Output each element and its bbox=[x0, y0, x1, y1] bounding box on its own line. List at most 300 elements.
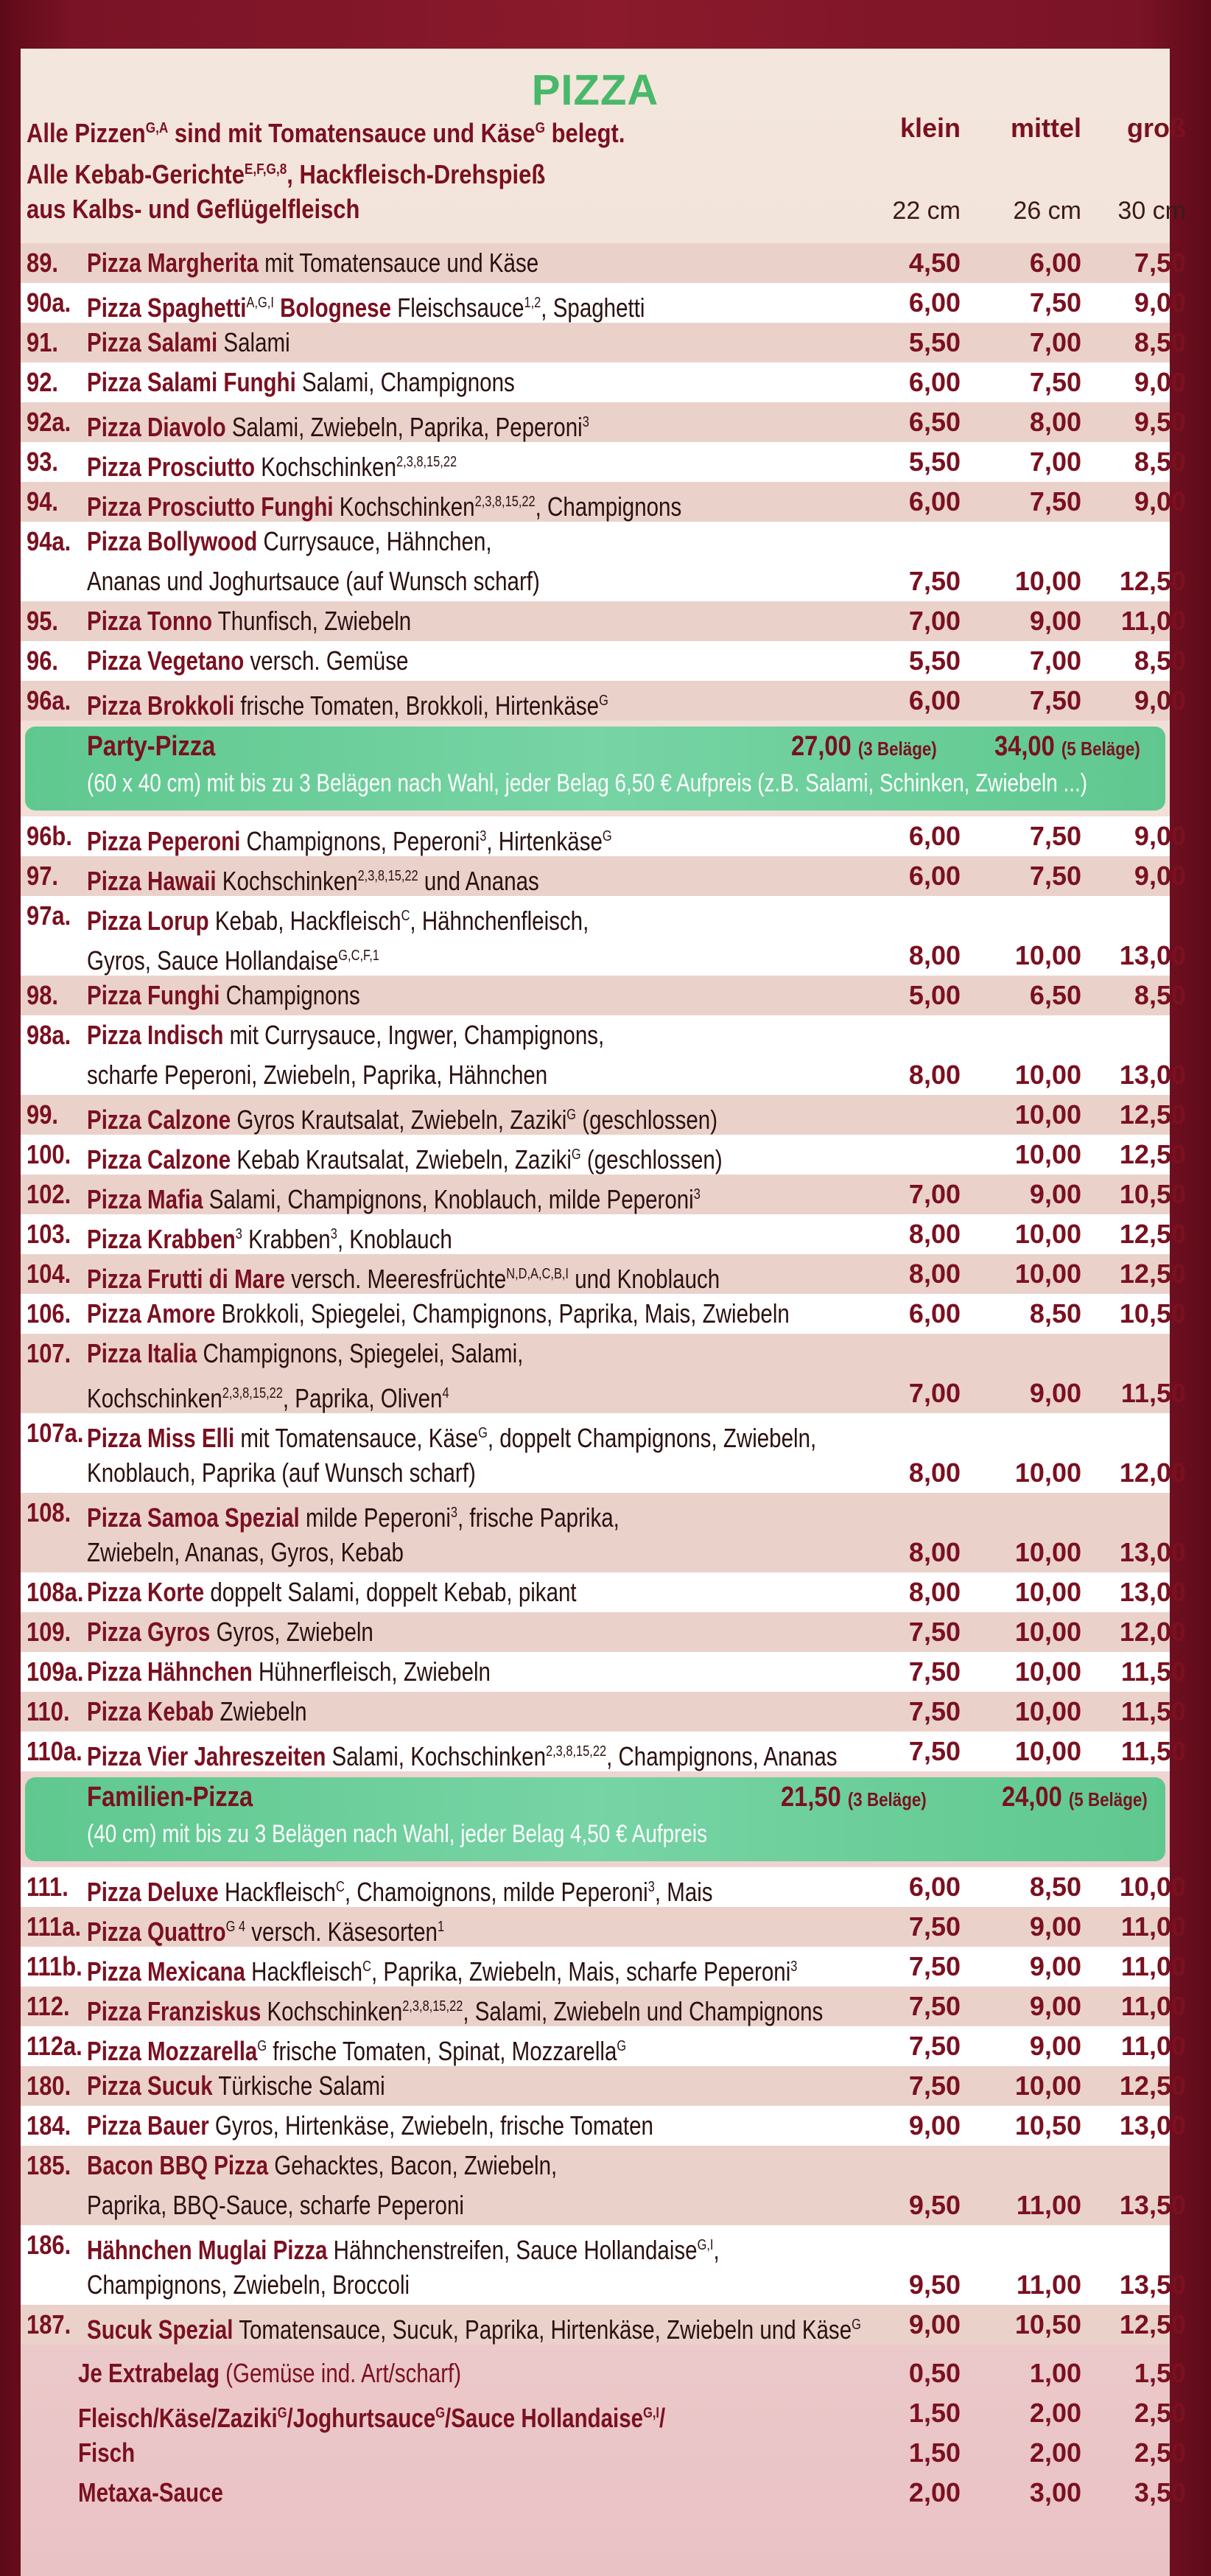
price-mittel: 10,50 bbox=[1014, 2110, 1081, 2141]
price-mittel: 9,00 bbox=[1029, 1911, 1081, 1942]
price-mittel: 2,00 bbox=[1029, 2398, 1081, 2428]
extra-label bbox=[78, 2353, 754, 2393]
item-line-1 bbox=[87, 1867, 763, 1912]
menu-item bbox=[21, 1867, 1186, 1907]
price-mittel: 3,00 bbox=[1029, 2477, 1081, 2507]
price-mittel: 9,00 bbox=[1029, 1991, 1081, 2021]
item-name: Pizza Calzone bbox=[87, 1105, 231, 1135]
price-mittel: 6,50 bbox=[1029, 980, 1081, 1010]
menu-item bbox=[21, 482, 1186, 522]
item-description-line-2: scharfe Peperoni, Zwiebeln, Paprika, Hähnchen bbox=[87, 1060, 548, 1090]
menu-item bbox=[21, 1572, 1186, 1612]
item-description-2: , Paprika, Zwiebeln, Mais, scharfe Peperoni bbox=[371, 1956, 791, 1987]
item-number: 110. bbox=[27, 1696, 70, 1726]
menu-item bbox=[21, 2106, 1186, 2146]
item-description-2: , Champignons bbox=[535, 491, 682, 522]
menu-item bbox=[21, 1294, 1186, 1334]
item-name: Pizza Calzone bbox=[87, 1144, 231, 1175]
price-gross: 11,50 bbox=[1120, 1656, 1186, 1687]
menu-item bbox=[21, 2225, 1186, 2305]
item-name: Pizza Tonno bbox=[87, 606, 213, 636]
item-line-1 bbox=[87, 2305, 861, 2350]
menu-item bbox=[21, 1612, 1186, 1652]
item-line-1 bbox=[87, 1987, 824, 2031]
price-gross: 11,50 bbox=[1120, 1696, 1186, 1726]
item-number: 112a. bbox=[27, 2031, 83, 2061]
item-line-1 bbox=[87, 1334, 763, 1373]
item-number: 186. bbox=[27, 2230, 71, 2260]
menu-item bbox=[21, 1175, 1186, 1214]
item-name: Pizza Vier Jahreszeiten bbox=[87, 1741, 326, 1771]
price-klein: 6,50 bbox=[908, 407, 961, 437]
item-description-2: , doppelt Champignons, Zwiebeln, bbox=[487, 1423, 817, 1453]
item-number: 95. bbox=[27, 606, 59, 636]
menu-item bbox=[21, 1947, 1186, 1987]
price-mittel: 10,00 bbox=[1014, 1617, 1081, 1647]
item-line-1 bbox=[87, 2146, 763, 2185]
menu-item bbox=[21, 896, 1186, 976]
menu-item bbox=[21, 641, 1186, 681]
price-gross: 11,00 bbox=[1120, 606, 1186, 636]
item-number: 96b. bbox=[27, 821, 72, 851]
item-description-3: , Mais bbox=[654, 1877, 713, 1907]
item-line-1 bbox=[87, 641, 763, 681]
item-allergen: G bbox=[478, 1425, 488, 1441]
price-klein: 6,00 bbox=[908, 287, 961, 318]
family-pizza-box bbox=[25, 1777, 1165, 1861]
family-pizza-price-2 bbox=[1002, 1782, 1148, 1813]
price-klein: 6,00 bbox=[908, 1872, 961, 1902]
item-description: Türkische Salami bbox=[218, 2071, 385, 2101]
item-line-1 bbox=[87, 816, 763, 861]
item-number: 110a. bbox=[27, 1736, 83, 1766]
price-klein: 4,50 bbox=[908, 248, 961, 278]
price-gross: 11,00 bbox=[1120, 1951, 1186, 1981]
price-gross: 13,00 bbox=[1119, 1537, 1186, 1567]
extra-topping-row bbox=[21, 2433, 1186, 2473]
item-line-2 bbox=[87, 1453, 763, 1493]
item-line-2 bbox=[87, 1055, 763, 1095]
extra-label bbox=[78, 2393, 754, 2438]
price-klein: 7,50 bbox=[908, 2071, 961, 2101]
price-mittel: 7,00 bbox=[1029, 447, 1081, 477]
party-price-2-note: (5 Beläge) bbox=[1061, 738, 1140, 760]
price-klein: 6,00 bbox=[908, 486, 961, 517]
item-name-allergen: G 4 bbox=[225, 1919, 246, 1935]
item-line-1 bbox=[87, 522, 763, 561]
menu-item bbox=[21, 2146, 1186, 2225]
item-name: Sucuk Spezial bbox=[87, 2314, 234, 2345]
item-description: Hackfleisch bbox=[251, 1956, 363, 1987]
price-klein: 5,50 bbox=[908, 645, 961, 676]
item-description: mit Tomatensauce und Käse bbox=[264, 248, 539, 278]
price-klein: 8,00 bbox=[908, 940, 961, 970]
price-gross: 12,00 bbox=[1119, 1457, 1186, 1488]
item-name: Pizza Brokkoli bbox=[87, 690, 235, 721]
item-allergen: G bbox=[852, 2317, 861, 2333]
price-klein: 2,00 bbox=[908, 2477, 961, 2507]
price-klein: 5,50 bbox=[908, 447, 961, 477]
item-description: versch. Gemüse bbox=[250, 645, 409, 676]
item-allergen: 2,3,8,15,22 bbox=[474, 494, 536, 510]
price-mittel: 10,00 bbox=[1014, 1577, 1081, 1607]
price-gross: 12,50 bbox=[1119, 1219, 1186, 1249]
item-line-1 bbox=[87, 2106, 763, 2146]
header-line-1-sup-b: G bbox=[535, 120, 546, 136]
extra-allergen-3: G,I bbox=[643, 2405, 659, 2421]
item-number: 111b. bbox=[27, 1951, 83, 1981]
header-line-3: aus Kalbs- und Geflügelfleisch bbox=[27, 194, 360, 224]
item-line-2 bbox=[87, 1533, 763, 1572]
item-line-1 bbox=[87, 1413, 817, 1458]
item-allergen: 3 bbox=[582, 414, 589, 430]
item-description: milde Peperoni bbox=[305, 1502, 451, 1533]
item-line-1 bbox=[87, 896, 763, 941]
item-line-1 bbox=[87, 1493, 763, 1538]
item-description-2: und Ananas bbox=[418, 866, 539, 896]
item-line-1 bbox=[87, 363, 763, 402]
size-cm-gross: 30 cm bbox=[1117, 197, 1186, 225]
extra-label bbox=[78, 2433, 754, 2473]
item-allergen-line-2b: 4 bbox=[442, 1385, 449, 1401]
item-description-2: , Hirtenkäse bbox=[486, 826, 603, 856]
price-mittel: 9,00 bbox=[1029, 606, 1081, 636]
extra-label bbox=[78, 2473, 754, 2513]
price-gross: 9,00 bbox=[1134, 367, 1186, 397]
item-name: Pizza Salami bbox=[87, 327, 218, 357]
header-line-2-sup: E,F,G,8 bbox=[244, 161, 287, 178]
item-allergen: 3 bbox=[693, 1186, 701, 1203]
price-klein: 8,00 bbox=[908, 1457, 961, 1488]
price-mittel: 10,00 bbox=[1014, 1736, 1081, 1766]
item-name: Pizza Mozzarella bbox=[87, 2036, 258, 2066]
price-gross: 10,50 bbox=[1119, 1179, 1186, 1209]
item-name: Pizza Funghi bbox=[87, 980, 220, 1010]
item-number: 107a. bbox=[27, 1418, 84, 1448]
price-mittel: 10,00 bbox=[1014, 2071, 1081, 2101]
item-description: Gyros Krautsalat, Zwiebeln, Zaziki bbox=[236, 1105, 567, 1135]
item-name: Pizza Amore bbox=[87, 1298, 216, 1329]
menu-item bbox=[21, 2026, 1186, 2066]
price-gross: 10,50 bbox=[1119, 1298, 1186, 1329]
item-number: 96a. bbox=[27, 685, 71, 715]
price-mittel: 8,50 bbox=[1029, 1298, 1081, 1329]
menu-item bbox=[21, 976, 1186, 1015]
price-mittel: 10,00 bbox=[1014, 1457, 1081, 1488]
price-gross: 12,50 bbox=[1119, 566, 1186, 596]
item-line-1 bbox=[87, 976, 763, 1015]
item-allergen: C bbox=[401, 908, 410, 924]
extra-topping-row bbox=[21, 2473, 1186, 2513]
item-description-2: , Chamoignons, milde Peperoni bbox=[344, 1877, 648, 1907]
item-line-1 bbox=[87, 856, 763, 901]
price-mittel: 10,00 bbox=[1014, 1537, 1081, 1567]
item-description: Salami, Kochschinken bbox=[331, 1741, 546, 1771]
item-name: Pizza Bollywood bbox=[87, 526, 258, 556]
item-number: 106. bbox=[27, 1298, 71, 1329]
item-name: Pizza Italia bbox=[87, 1338, 197, 1368]
price-gross: 9,00 bbox=[1134, 685, 1186, 715]
menu-item bbox=[21, 1135, 1186, 1175]
price-mittel: 10,00 bbox=[1014, 1259, 1081, 1289]
item-number: 92a. bbox=[27, 407, 71, 437]
price-gross: 11,00 bbox=[1120, 1991, 1186, 2021]
price-gross: 8,50 bbox=[1134, 645, 1186, 676]
price-klein: 7,50 bbox=[908, 1991, 961, 2021]
price-mittel: 1,00 bbox=[1029, 2358, 1081, 2388]
party-price-1-note: (3 Beläge) bbox=[857, 738, 937, 760]
price-mittel: 11,00 bbox=[1016, 2269, 1081, 2300]
item-description: mit Currysauce, Ingwer, Champignons, bbox=[229, 1020, 605, 1050]
menu-item bbox=[21, 1015, 1186, 1095]
item-name: Pizza Samoa Spezial bbox=[87, 1502, 300, 1533]
extra-allergen-2: G bbox=[435, 2405, 446, 2421]
extra-topping-row bbox=[21, 2393, 1186, 2433]
item-number: 99. bbox=[27, 1099, 59, 1130]
item-number: 97a. bbox=[27, 900, 71, 931]
item-name: Pizza Spaghetti bbox=[87, 293, 247, 323]
item-description: Kebab, Hackfleisch bbox=[214, 906, 401, 936]
item-description: Currysauce, Hähnchen, bbox=[263, 526, 492, 556]
price-klein: 5,00 bbox=[908, 980, 961, 1010]
item-allergen: 3 bbox=[330, 1226, 337, 1242]
item-line-1 bbox=[87, 1254, 763, 1299]
item-number: 180. bbox=[27, 2071, 71, 2101]
item-allergen: G,I bbox=[697, 2237, 714, 2253]
item-number: 98a. bbox=[27, 1020, 71, 1050]
item-description: versch. Käsesorten bbox=[251, 1917, 438, 1947]
price-gross: 11,50 bbox=[1120, 1736, 1186, 1766]
item-number: 108. bbox=[27, 1497, 71, 1527]
price-mittel: 10,50 bbox=[1014, 2309, 1081, 2339]
item-line-1 bbox=[87, 2026, 763, 2071]
item-description: mit Tomatensauce, Käse bbox=[240, 1423, 479, 1453]
price-klein: 7,50 bbox=[908, 1617, 961, 1647]
menu-item bbox=[21, 1493, 1186, 1572]
price-gross: 13,00 bbox=[1119, 1060, 1186, 1090]
item-number: 94. bbox=[27, 486, 59, 517]
extra-label-text: Metaxa-Sauce bbox=[78, 2477, 223, 2507]
item-line-1 bbox=[87, 1947, 798, 1992]
extra-allergen-1: G bbox=[277, 2405, 287, 2421]
item-allergen: G bbox=[617, 2038, 627, 2054]
price-klein: 9,00 bbox=[908, 2309, 961, 2339]
item-name: Pizza Sucuk bbox=[87, 2071, 213, 2101]
price-klein: 7,50 bbox=[908, 566, 961, 596]
item-description: Hühnerfleisch, Zwiebeln bbox=[258, 1656, 491, 1687]
item-description-line-2: Kochschinken bbox=[87, 1383, 222, 1413]
item-description-2: (geschlossen) bbox=[580, 1144, 723, 1175]
price-gross: 10,00 bbox=[1119, 1872, 1186, 1902]
price-mittel: 10,00 bbox=[1014, 940, 1081, 970]
price-klein: 8,00 bbox=[908, 1219, 961, 1249]
item-allergen: 3 bbox=[450, 1505, 458, 1521]
item-number: 112. bbox=[27, 1991, 70, 2021]
item-description: versch. Meeresfrüchte bbox=[291, 1264, 507, 1294]
item-name-2: Bolognese bbox=[280, 293, 392, 323]
menu-item bbox=[21, 2066, 1186, 2106]
price-gross: 8,50 bbox=[1134, 327, 1186, 357]
header-line-1-mid: sind mit Tomatensauce und Käse bbox=[168, 118, 536, 148]
item-line-1 bbox=[87, 1214, 763, 1259]
item-line-1 bbox=[87, 442, 763, 487]
item-description-2: (geschlossen) bbox=[576, 1105, 718, 1135]
item-description: Champignons bbox=[225, 980, 360, 1010]
price-gross: 9,00 bbox=[1134, 287, 1186, 318]
item-description-2: , bbox=[713, 2235, 720, 2265]
item-line-1 bbox=[87, 1572, 763, 1612]
header-line-1-sup-a: G,A bbox=[145, 120, 169, 136]
item-description-2: , frische Paprika, bbox=[457, 1502, 619, 1533]
header-line-1 bbox=[27, 108, 625, 154]
price-mittel: 9,00 bbox=[1029, 1378, 1081, 1408]
item-name: Pizza Prosciutto bbox=[87, 452, 256, 482]
price-gross: 13,00 bbox=[1119, 2110, 1186, 2141]
item-description-2: und Knoblauch bbox=[569, 1264, 720, 1294]
menu-sheet bbox=[21, 49, 1186, 2576]
price-klein: 9,00 bbox=[908, 2110, 961, 2141]
item-description: Champignons, Peperoni bbox=[246, 826, 480, 856]
menu-item bbox=[21, 1987, 1186, 2026]
price-klein: 7,50 bbox=[908, 2031, 961, 2061]
item-description: Salami, Zwiebeln, Paprika, Peperoni bbox=[231, 412, 583, 442]
item-number: 93. bbox=[27, 447, 59, 477]
menu-item bbox=[21, 283, 1186, 323]
item-name: Pizza Lorup bbox=[87, 906, 209, 936]
item-description: Fleischsauce bbox=[397, 293, 524, 323]
price-gross: 12,50 bbox=[1119, 2071, 1186, 2101]
item-name: Pizza Peperoni bbox=[87, 826, 241, 856]
price-klein: 7,50 bbox=[908, 1911, 961, 1942]
item-name-allergen: 3 bbox=[235, 1226, 242, 1242]
item-description: frische Tomaten, Brokkoli, Hirtenkäse bbox=[240, 690, 600, 721]
menu-item bbox=[21, 1692, 1186, 1732]
price-gross: 9,50 bbox=[1134, 407, 1186, 437]
price-klein: 8,00 bbox=[908, 1060, 961, 1090]
item-allergen: G bbox=[566, 1107, 577, 1123]
item-description-line-2: Champignons, Zwiebeln, Broccoli bbox=[87, 2269, 410, 2300]
price-mittel: 10,00 bbox=[1014, 1139, 1081, 1169]
size-header-mittel: mittel bbox=[1010, 113, 1081, 143]
item-name: Pizza Krabben bbox=[87, 1224, 236, 1254]
price-gross: 3,50 bbox=[1134, 2477, 1186, 2507]
item-line-1 bbox=[87, 1692, 763, 1732]
item-number: 90a. bbox=[27, 287, 71, 318]
item-number: 102. bbox=[27, 1179, 71, 1209]
item-name: Pizza Frutti di Mare bbox=[87, 1264, 285, 1294]
menu-item bbox=[21, 402, 1186, 442]
menu-item bbox=[21, 1907, 1186, 1947]
price-gross: 9,00 bbox=[1134, 821, 1186, 851]
price-gross: 12,00 bbox=[1119, 1617, 1186, 1647]
family-pizza-title: Familien-Pizza bbox=[87, 1782, 253, 1813]
item-description-2: , Knoblauch bbox=[337, 1224, 452, 1254]
price-klein: 7,00 bbox=[908, 1378, 961, 1408]
item-name: Pizza Deluxe bbox=[87, 1877, 219, 1907]
item-line-1 bbox=[87, 1175, 763, 1219]
item-number: 89. bbox=[27, 248, 59, 278]
item-allergen-2: 3 bbox=[647, 1879, 655, 1895]
item-description: Zwiebeln bbox=[220, 1696, 307, 1726]
price-gross: 1,50 bbox=[1134, 2358, 1186, 2388]
price-gross: 8,50 bbox=[1134, 447, 1186, 477]
menu-item bbox=[21, 681, 1186, 721]
item-description: Salami bbox=[223, 327, 290, 357]
extra-label-text: Fisch bbox=[78, 2437, 136, 2468]
price-gross: 8,50 bbox=[1134, 980, 1186, 1010]
size-cm-klein: 22 cm bbox=[892, 197, 961, 225]
item-description-line-2: Zwiebeln, Ananas, Gyros, Kebab bbox=[87, 1537, 404, 1567]
item-number: 109a. bbox=[27, 1656, 84, 1687]
party-pizza-price-1 bbox=[791, 731, 937, 763]
price-klein: 8,00 bbox=[908, 1577, 961, 1607]
item-name: Pizza Kebab bbox=[87, 1696, 214, 1726]
price-klein: 6,00 bbox=[908, 367, 961, 397]
item-name: Hähnchen Muglai Pizza bbox=[87, 2235, 328, 2265]
item-name: Pizza Margherita bbox=[87, 248, 259, 278]
party-price-1-value: 27,00 bbox=[791, 731, 852, 762]
item-description: Gyros, Hirtenkäse, Zwiebeln, frische Tomaten bbox=[214, 2110, 653, 2141]
size-cm-mittel: 26 cm bbox=[1013, 197, 1081, 225]
item-name: Pizza Prosciutto Funghi bbox=[87, 491, 334, 522]
item-line-2 bbox=[87, 561, 763, 601]
price-klein: 6,00 bbox=[908, 821, 961, 851]
item-name: Pizza Indisch bbox=[87, 1020, 224, 1050]
party-pizza-box bbox=[25, 727, 1165, 811]
price-klein: 1,50 bbox=[908, 2437, 961, 2468]
item-allergen: G bbox=[599, 693, 608, 709]
price-mittel: 10,00 bbox=[1014, 1696, 1081, 1726]
extra-label-text: Je Extrabelag bbox=[78, 2358, 220, 2388]
item-number: 107. bbox=[27, 1338, 71, 1368]
item-number: 91. bbox=[27, 327, 59, 357]
item-line-2 bbox=[87, 1373, 763, 1418]
menu-item bbox=[21, 1095, 1186, 1135]
item-number: 184. bbox=[27, 2110, 71, 2141]
item-line-1 bbox=[87, 2225, 763, 2270]
price-mittel: 7,50 bbox=[1029, 821, 1081, 851]
item-description: Kochschinken bbox=[222, 866, 358, 896]
family-price-1-value: 21,50 bbox=[781, 1782, 841, 1813]
item-name: Pizza Diavolo bbox=[87, 412, 226, 442]
price-klein: 6,00 bbox=[908, 685, 961, 715]
item-allergen: 2,3,8,15,22 bbox=[402, 1998, 463, 2015]
header-line-2-post: , Hackfleisch-Drehspieß bbox=[287, 159, 546, 189]
item-allergen-2: 3 bbox=[790, 1959, 798, 1975]
size-header-gross: groß bbox=[1127, 113, 1186, 143]
price-mittel: 10,00 bbox=[1014, 1656, 1081, 1687]
price-gross: 11,50 bbox=[1120, 1378, 1186, 1408]
item-number: 94a. bbox=[27, 526, 71, 556]
item-description: Gehacktes, Bacon, Zwiebeln, bbox=[274, 2150, 558, 2180]
price-gross: 2,50 bbox=[1134, 2437, 1186, 2468]
price-mittel: 9,00 bbox=[1029, 2031, 1081, 2061]
item-allergen: 1 bbox=[437, 1919, 445, 1935]
item-line-1 bbox=[87, 1015, 763, 1055]
price-mittel: 7,00 bbox=[1029, 327, 1081, 357]
extra-label-text-3: /Sauce Hollandaise bbox=[445, 2403, 644, 2433]
item-line-1 bbox=[87, 323, 763, 363]
menu-item bbox=[21, 601, 1186, 641]
item-number: 187. bbox=[27, 2309, 71, 2339]
party-pizza-desc: (60 x 40 cm) mit bis zu 3 Belägen nach Wahl, jeder Belag 6,50 € Aufpreis (z.B. Salami, Schinken, Zwiebeln ...) bbox=[87, 769, 1087, 797]
item-description: Krabben bbox=[248, 1224, 331, 1254]
item-number: 111a. bbox=[27, 1911, 82, 1942]
price-gross: 11,00 bbox=[1120, 1911, 1186, 1942]
price-gross: 12,50 bbox=[1119, 1259, 1186, 1289]
item-name: Bacon BBQ Pizza bbox=[87, 2150, 269, 2180]
item-line-1 bbox=[87, 1732, 838, 1777]
